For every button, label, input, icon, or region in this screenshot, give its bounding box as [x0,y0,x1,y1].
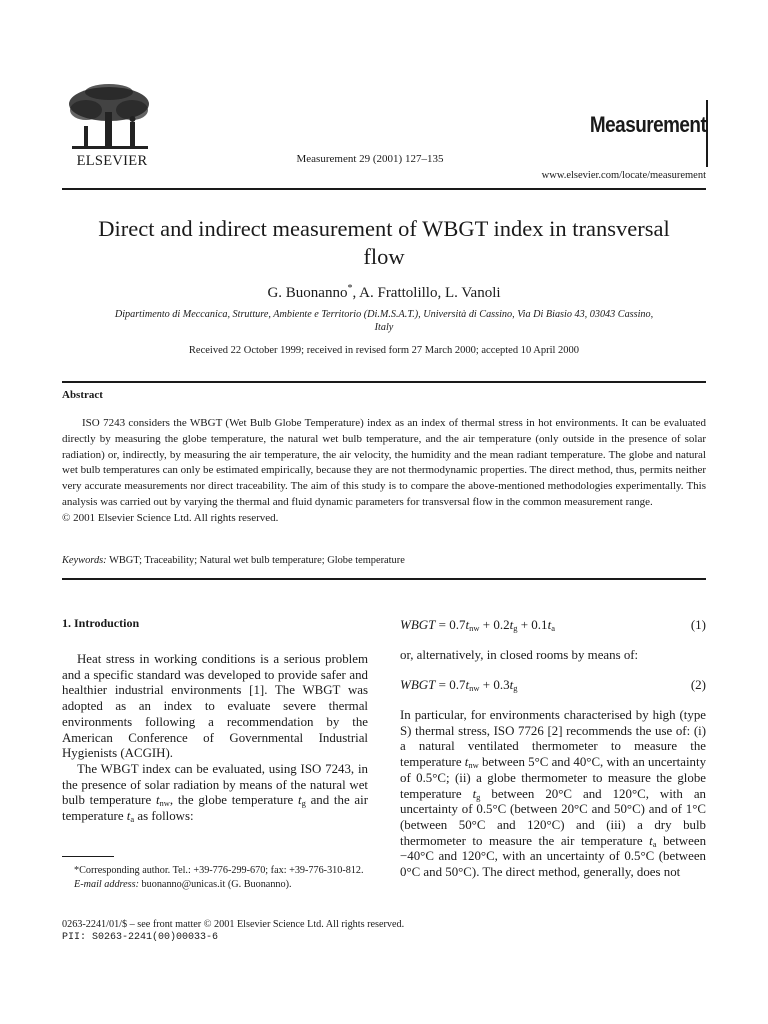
received-dates: Received 22 October 1999; received in revised form 27 March 2000; accepted 10 April 2000 [188,345,580,356]
publisher-name: ELSEVIER [76,153,148,169]
keywords-list: WBGT; Traceability; Natural wet bulb temperature; Globe temperature [109,555,405,566]
author-rest: , A. Frattolillo, L. Vanoli [352,285,501,301]
equation-1-number: (1) [690,617,706,632]
issn-line: 0263-2241/01/$ – see front matter © 2001 Elsevier Science Ltd. All rights reserved. [62,919,405,930]
footnote-rule [62,856,114,857]
journal-citation: Measurement 29 (2001) 127–135 [296,153,444,165]
corresponding-star: * [347,283,353,294]
equation-1: WBGT = $0.7t_{nw} + 0.2t_g + 0.1t_a$ (1) [400,617,706,633]
journal-url[interactable]: www.elsevier.com/locate/measurement [541,170,706,181]
abstract-top-rule [62,381,706,383]
footnote-email: E-mail address: buonanno@unicas.it (G. Buonanno). [74,879,292,890]
author-first: G. Buonanno [267,285,348,301]
bottom-matter [62,918,404,944]
header-vertical-rule [706,100,708,167]
elsevier-tree-logo [62,82,156,154]
affiliation-line-1: Dipartimento di Meccanica, Strutture, Ambiente e Territorio (Di.M.S.A.T.), Università di Cassino, Via Di Biasio 43, 03043 Cassino, [114,309,654,320]
equation-2: WBGT = $0.7t_{nw} + 0.3t_g$ (2) [400,677,706,693]
left-column-text [62,652,368,825]
footnote [62,864,368,892]
abstract-body [62,416,706,527]
header-rule [62,188,706,190]
keywords-label: Keywords: [62,555,107,566]
affiliation [62,308,706,334]
keywords [62,555,706,566]
article-authors [62,283,706,302]
pii-line: PII: S0263-2241(00)00033-6 [62,932,219,943]
right-column-text [400,708,706,881]
abstract-copyright: © 2001 Elsevier Science Ltd. All rights reserved. [62,511,279,524]
right-paragraph: In particular, for environments characterised by high (type S) thermal stress, ISO 7726 [2] recommends the use of: (i) a natural ventilated thermometer to measure the temperature $t_{nw}$ between 5°C and 40°C, with an uncertainty of 0.5°C; (ii) a globe thermometer to measure the globe temperature $t_g$ between 20°C and 120°C, with an uncertainty of 0.5°C (between 20°C and 50°C) and of 1°C (between 50°C and 120°C) and (iii) a dry bulb thermometer to measure the air temperature $t_a$ between −40°C and 120°C, with an uncertainty of 0.5°C (between 0°C and 50°C). The direct method, generally, does not [400,708,707,880]
equation-2-number: (2) [690,677,706,692]
section-heading-introduction: 1. Introduction [62,616,140,630]
article-title [62,215,706,271]
abstract-heading: Abstract [62,389,103,401]
abstract-text: ISO 7243 considers the WBGT (Wet Bulb Globe Temperature) index as an index of thermal stress in hot environments. It can be evaluated directly by measuring the globe temperature, the natural wet bulb temperature, and the air temperature (only outside in the presence of solar radiation) or, indirectly, by measuring the air temperature, the air velocity, the humidity and the mean radiant temperature. The globe and natural wet bulb temperatures can only be estimated empirically, because they are not thermodynamic properties. The direct method, thus, permits neither very accurate measurements nor direct traceability. The aim of this study is to compare the above-mentioned methodologies experimentally. This analysis was carried out by varying the thermal and fluid dynamic parameters for transversal flow in the common measurement range. [62,417,706,508]
affiliation-line-2: Italy [374,322,394,333]
title-line-2: flow [363,244,405,269]
title-line-1: Direct and indirect measurement of WBGT index in transversal [98,216,670,241]
footnote-corresponding: *Corresponding author. Tel.: +39-776-299-670; fax: +39-776-310-812. [74,865,364,876]
intro-paragraph-1: Heat stress in working conditions is a serious problem and a specific standard was developed to provide safer and healthier industrial environments [1]. The WBGT was adopted as an index to evaluate severe thermal environments following a recommendation by the American Conference of Governmental Industrial Hygienists (ACGIH). [62,652,368,761]
abstract-bottom-rule [62,578,706,580]
intro-paragraph-2: The WBGT index can be evaluated, using ISO 7243, in the presence of solar radiation by means of the natural wet bulb temperature $t_{nw}$, the globe temperature $t_g$ and the air temperature $t_a$ as follows: [62,761,369,825]
journal-title: Measurement [589,112,706,137]
equation-connector-text: or, alternatively, in closed rooms by means of: [400,648,639,662]
